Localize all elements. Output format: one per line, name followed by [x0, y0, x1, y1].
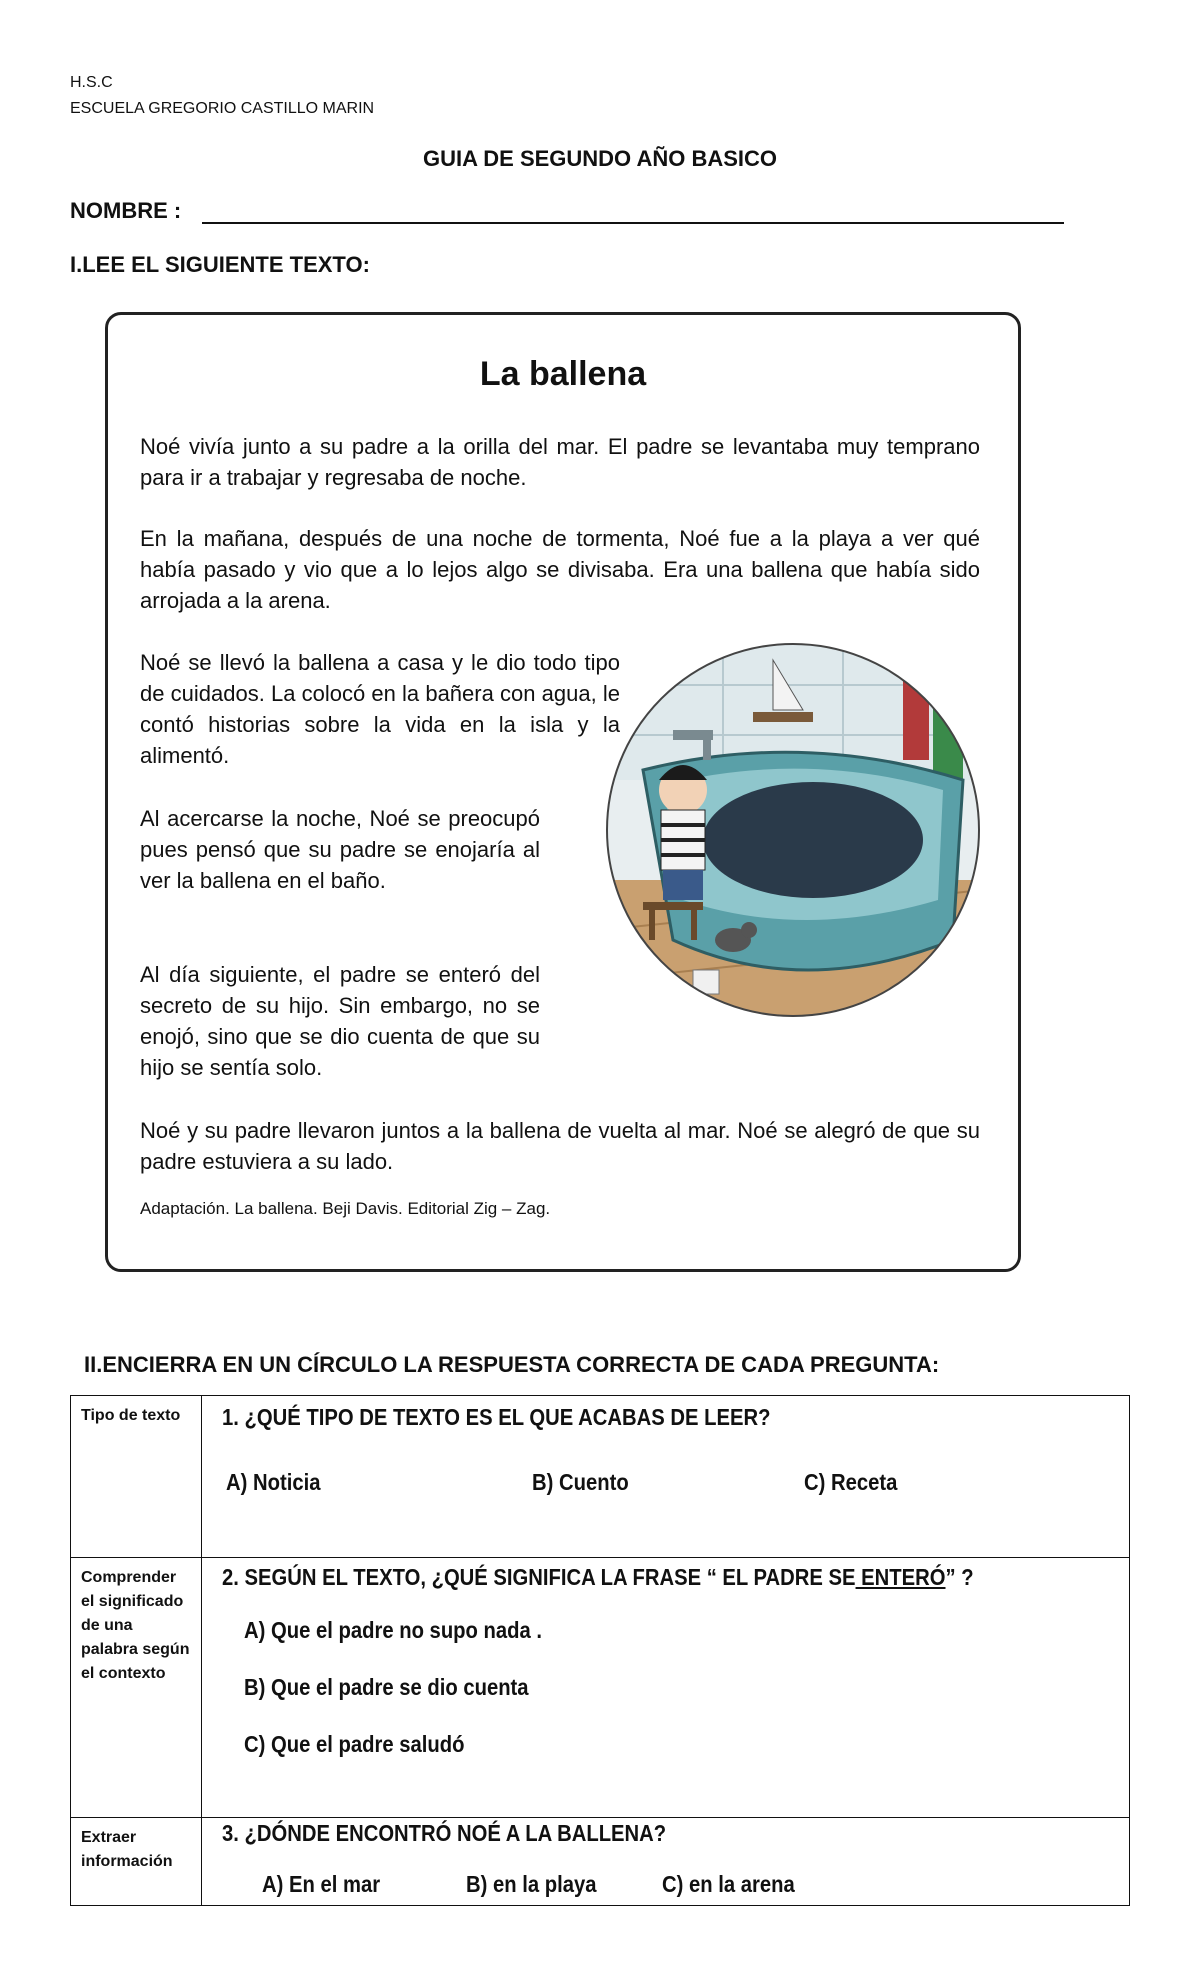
- question-2-text-before: 2. SEGÚN EL TEXTO, ¿QUÉ SIGNIFICA LA FRASE “ EL PADRE SE: [222, 1564, 856, 1590]
- q1-option-c[interactable]: C) Receta: [804, 1469, 898, 1495]
- category-cell: Tipo de texto: [71, 1396, 202, 1558]
- q2-option-c[interactable]: C) Que el padre saludó: [244, 1731, 465, 1757]
- q3-option-a[interactable]: A) En el mar: [262, 1871, 381, 1897]
- q2-option-b[interactable]: B) Que el padre se dio cuenta: [244, 1674, 529, 1700]
- page-title: GUIA DE SEGUNDO AÑO BASICO: [422, 146, 778, 171]
- question-cell: [202, 1396, 1130, 1558]
- question-2-text-after: ” ?: [945, 1564, 974, 1590]
- section-1-heading: I.LEE EL SIGUIENTE TEXTO:: [70, 252, 370, 277]
- story-paragraph-4: Al acercarse la noche, Noé se preocupó pues pensó que su padre se enojaría al ver la ballena en el baño.: [140, 806, 540, 893]
- org-label: H.S.C: [70, 74, 113, 91]
- questions-table: [70, 1395, 1130, 1906]
- story-box: [105, 312, 1021, 1272]
- q1-option-b[interactable]: B) Cuento: [532, 1469, 629, 1495]
- q3-option-c[interactable]: C) en la arena: [662, 1871, 795, 1897]
- q2-option-a[interactable]: A) Que el padre no supo nada .: [244, 1617, 543, 1643]
- name-label: NOMBRE :: [70, 198, 182, 223]
- story-paragraph-5: Al día siguiente, el padre se enteró del secreto de su hijo. Sin embargo, no se enojó, sino que se dio cuenta de que su hijo se sentía solo.: [140, 962, 540, 1080]
- table-row: [71, 1396, 1130, 1558]
- category-cell: Comprender el significado de una palabra según el contexto: [71, 1558, 202, 1818]
- question-1-text: 1. ¿QUÉ TIPO DE TEXTO ES EL QUE ACABAS DE LEER?: [222, 1404, 771, 1430]
- story-title: La ballena: [479, 355, 647, 393]
- school-name: ESCUELA GREGORIO CASTILLO MARIN: [70, 100, 375, 117]
- question-2-text: [222, 1564, 1003, 1591]
- story-paragraph-3: Noé se llevó la ballena a casa y le dio todo tipo de cuidados. La colocó en la bañera con agua, le contó historias sobre la vida en la isla y la alimentó.: [140, 650, 620, 768]
- table-row: [71, 1818, 1130, 1906]
- story-paragraph-6: Noé y su padre llevaron juntos a la ballena de vuelta al mar. Noé se alegró de que su padre estuviera a su lado.: [140, 1118, 980, 1174]
- category-cell: Extraer información: [71, 1818, 202, 1906]
- q1-option-a[interactable]: A) Noticia: [226, 1469, 321, 1495]
- question-cell: [202, 1558, 1130, 1818]
- story-credit: Adaptación. La ballena. Beji Davis. Editorial Zig – Zag.: [140, 1199, 551, 1218]
- question-cell: [202, 1818, 1130, 1906]
- question-3-text: 3. ¿DÓNDE ENCONTRÓ NOÉ A LA BALLENA?: [222, 1820, 667, 1846]
- name-input-line[interactable]: [202, 222, 1064, 224]
- boy-bathtub-whale-illustration: [603, 640, 983, 1020]
- q3-option-b[interactable]: B) en la playa: [466, 1871, 597, 1897]
- story-paragraph-2: En la mañana, después de una noche de tormenta, Noé fue a la playa a ver qué había pasado y vio que a lo lejos algo se divisaba. Era una ballena que había sido arrojada a la arena.: [140, 526, 980, 613]
- section-2-heading: II.ENCIERRA EN UN CÍRCULO LA RESPUESTA CORRECTA DE CADA PREGUNTA:: [84, 1352, 940, 1377]
- story-paragraph-1: Noé vivía junto a su padre a la orilla del mar. El padre se levantaba muy temprano para ir a trabajar y regresaba de noche.: [140, 434, 980, 490]
- question-2-underlined-word: ENTERÓ: [855, 1564, 946, 1590]
- table-row: [71, 1558, 1130, 1818]
